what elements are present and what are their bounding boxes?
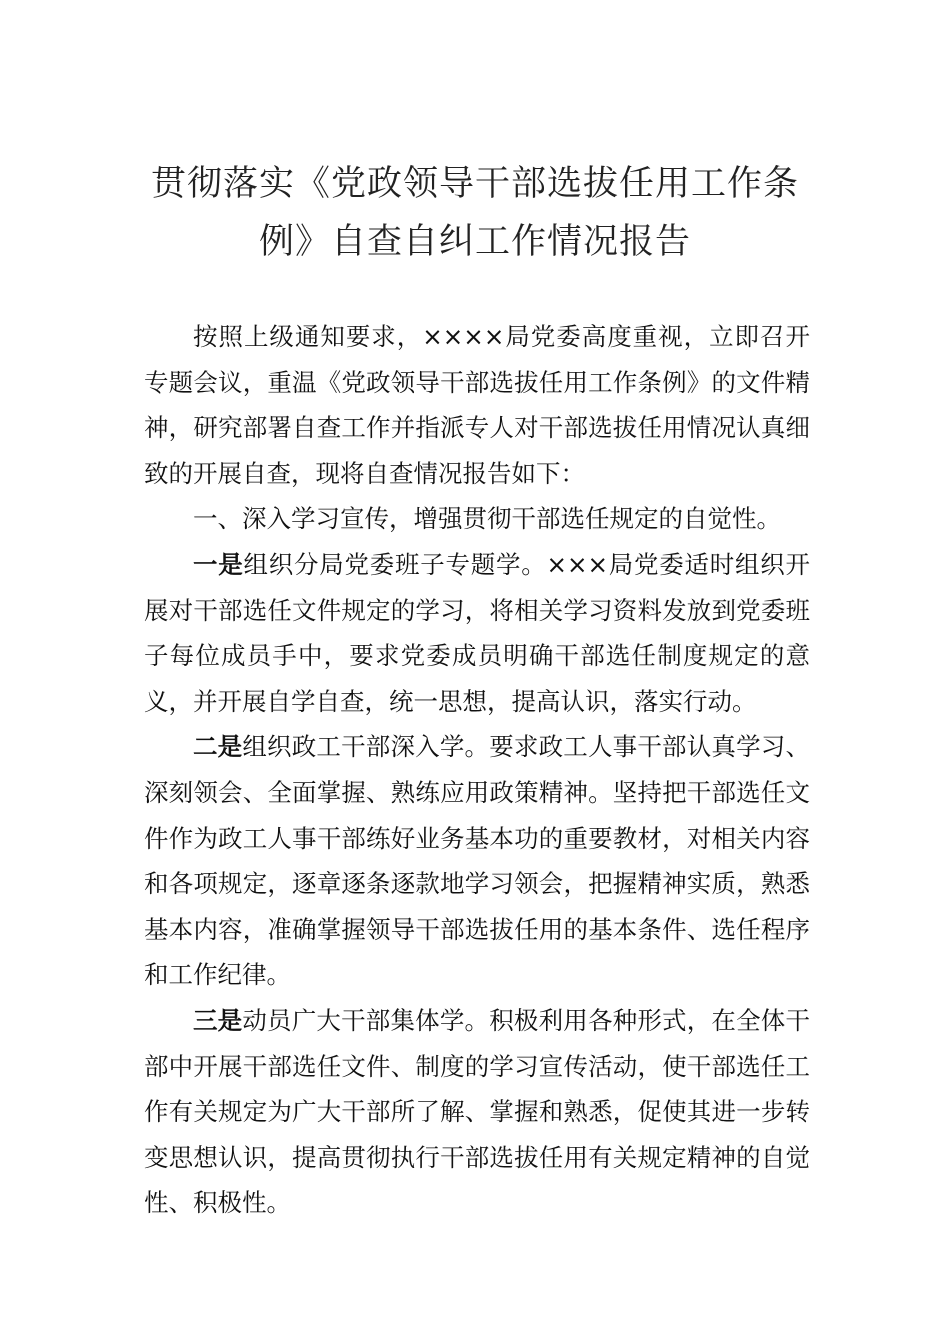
title-line-1: 贯彻落实《党政领导干部选拔任用工作条 — [150, 164, 799, 204]
document-body — [144, 314, 810, 1226]
paragraph-lead: 一是 — [193, 549, 244, 579]
paragraph-lead: 二是 — [193, 732, 243, 762]
paragraph-text: 一、深入学习宣传，增强贯彻干部选任规定的自觉性。 — [193, 504, 781, 534]
paragraph-text: 按照上级通知要求，××××局党委高度重视，立即召开专题会议，重温《党政领导干部选拔任用工作条例》的文件精神，研究部署自查工作并指派专人对干部选拔任用情况认真细致的开展自查，现将自查情况报告如下： — [144, 322, 810, 488]
paragraph-point-one — [144, 542, 810, 724]
document-title — [120, 155, 830, 271]
paragraph-text: 组织分局党委班子专题学。×××局党委适时组织开展对干部选任文件规定的学习，将相关学习资料发放到党委班子每位成员手中，要求党委成员明确干部选任制度规定的意义，并开展自学自查，统一思想，提高认识，落实行动。 — [144, 549, 810, 716]
paragraph-section-heading — [144, 496, 810, 542]
paragraph-point-two — [144, 724, 810, 998]
paragraph-lead: 三是 — [193, 1005, 243, 1035]
paragraph-text: 动员广大干部集体学。积极利用各种形式，在全体干部中开展干部选任文件、制度的学习宣传活动，使干部选任工作有关规定为广大干部所了解、掌握和熟悉，促使其进一步转变思想认识，提高贯彻执行干部选拔任用有关规定精神的自觉性、积极性。 — [144, 1005, 810, 1218]
paragraph-point-three — [144, 998, 810, 1226]
title-line-2: 例》自查自纠工作情况报告 — [258, 222, 691, 262]
paragraph-text: 组织政工干部深入学。要求政工人事干部认真学习、深刻领会、全面掌握、熟练应用政策精神。坚持把干部选任文件作为政工人事干部练好业务基本功的重要教材，对相关内容和各项规定，逐章逐条逐款地学习领会，把握精神实质，熟悉基本内容，准确掌握领导干部选拔任用的基本条件、选任程序和工作纪律。 — [144, 732, 810, 990]
paragraph-intro — [144, 314, 810, 496]
